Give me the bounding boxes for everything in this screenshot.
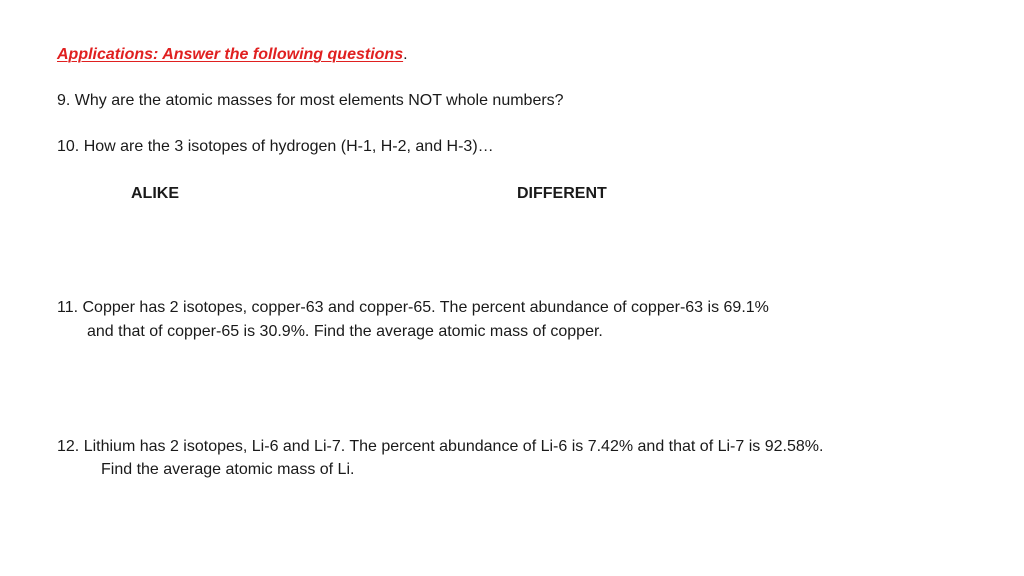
section-heading <box>57 45 408 65</box>
question-10: 10. How are the 3 isotopes of hydrogen (H-1, H-2, and H-3)… <box>57 138 494 155</box>
section-heading-period: . <box>403 46 408 63</box>
question-12-line-2: Find the average atomic mass of Li. <box>101 461 355 478</box>
section-heading-text: Applications: Answer the following questions <box>57 46 404 63</box>
question-11-line-1: 11. Copper has 2 isotopes, copper-63 and copper-65. The percent abundance of copper-63 is 69.1% <box>57 299 769 316</box>
question-9: 9. Why are the atomic masses for most elements NOT whole numbers? <box>57 92 564 109</box>
different-column-heading: DIFFERENT <box>517 185 607 202</box>
question-12-line-1: 12. Lithium has 2 isotopes, Li-6 and Li-7. The percent abundance of Li-6 is 7.42% and that of Li-7 is 92.58%. <box>57 438 824 455</box>
question-11-line-2: and that of copper-65 is 30.9%. Find the average atomic mass of copper. <box>87 323 603 340</box>
alike-column-heading: ALIKE <box>131 185 179 202</box>
